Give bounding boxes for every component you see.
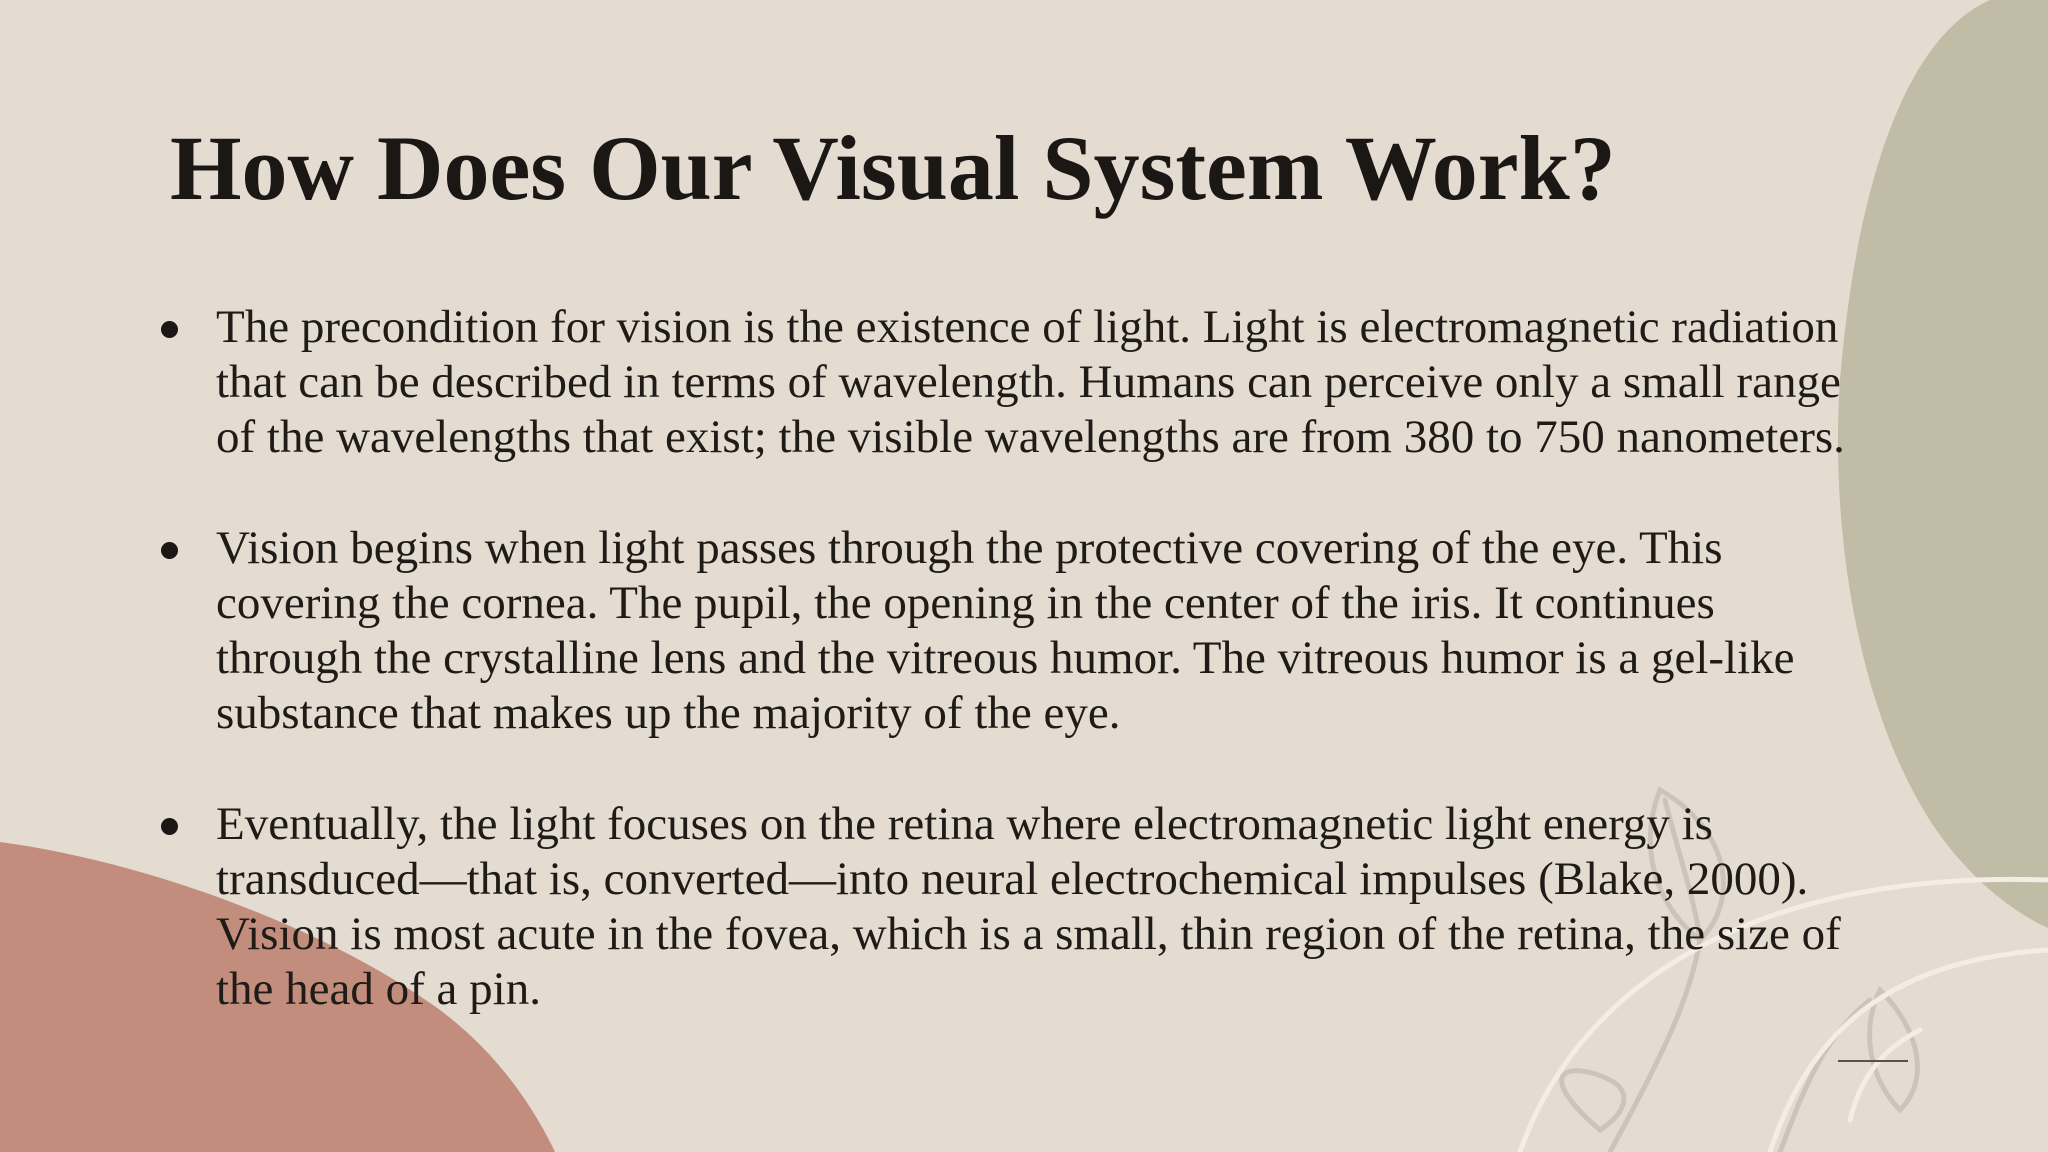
bullet-list xyxy=(216,300,1866,1073)
bullet-dot-icon xyxy=(161,818,178,835)
bullet-dot-icon xyxy=(161,542,178,559)
corner-divider-line xyxy=(1838,1060,1908,1062)
slide-title: How Does Our Visual System Work? xyxy=(170,117,1616,219)
bullet-text: Vision begins when light passes through the protective covering of the eye. This covering the cornea. The pupil, the opening in the center of the iris. It continues through the crystalline lens and the vitreous humor. The vitreous humor is a gel-like substance that makes up the majority of the eye. xyxy=(216,522,1795,739)
bullet-item xyxy=(216,521,1866,741)
sage-blob-shape xyxy=(1838,0,2048,928)
bullet-text: The precondition for vision is the existence of light. Light is electromagnetic radiation that can be described in terms of wavelength. Humans can perceive only a small range of the wavelengths that exist; the visible wavelengths are from 380 to 750 nanometers. xyxy=(216,301,1845,463)
bullet-item xyxy=(216,300,1866,465)
bullet-dot-icon xyxy=(161,321,178,338)
bullet-item xyxy=(216,797,1866,1017)
bullet-text: Eventually, the light focuses on the retina where electromagnetic light energy is transduced—that is, converted—into neural electrochemical impulses (Blake, 2000). Vision is most acute in the fovea, which is a small, thin region of the retina, the size of the head of a pin. xyxy=(216,798,1841,1015)
